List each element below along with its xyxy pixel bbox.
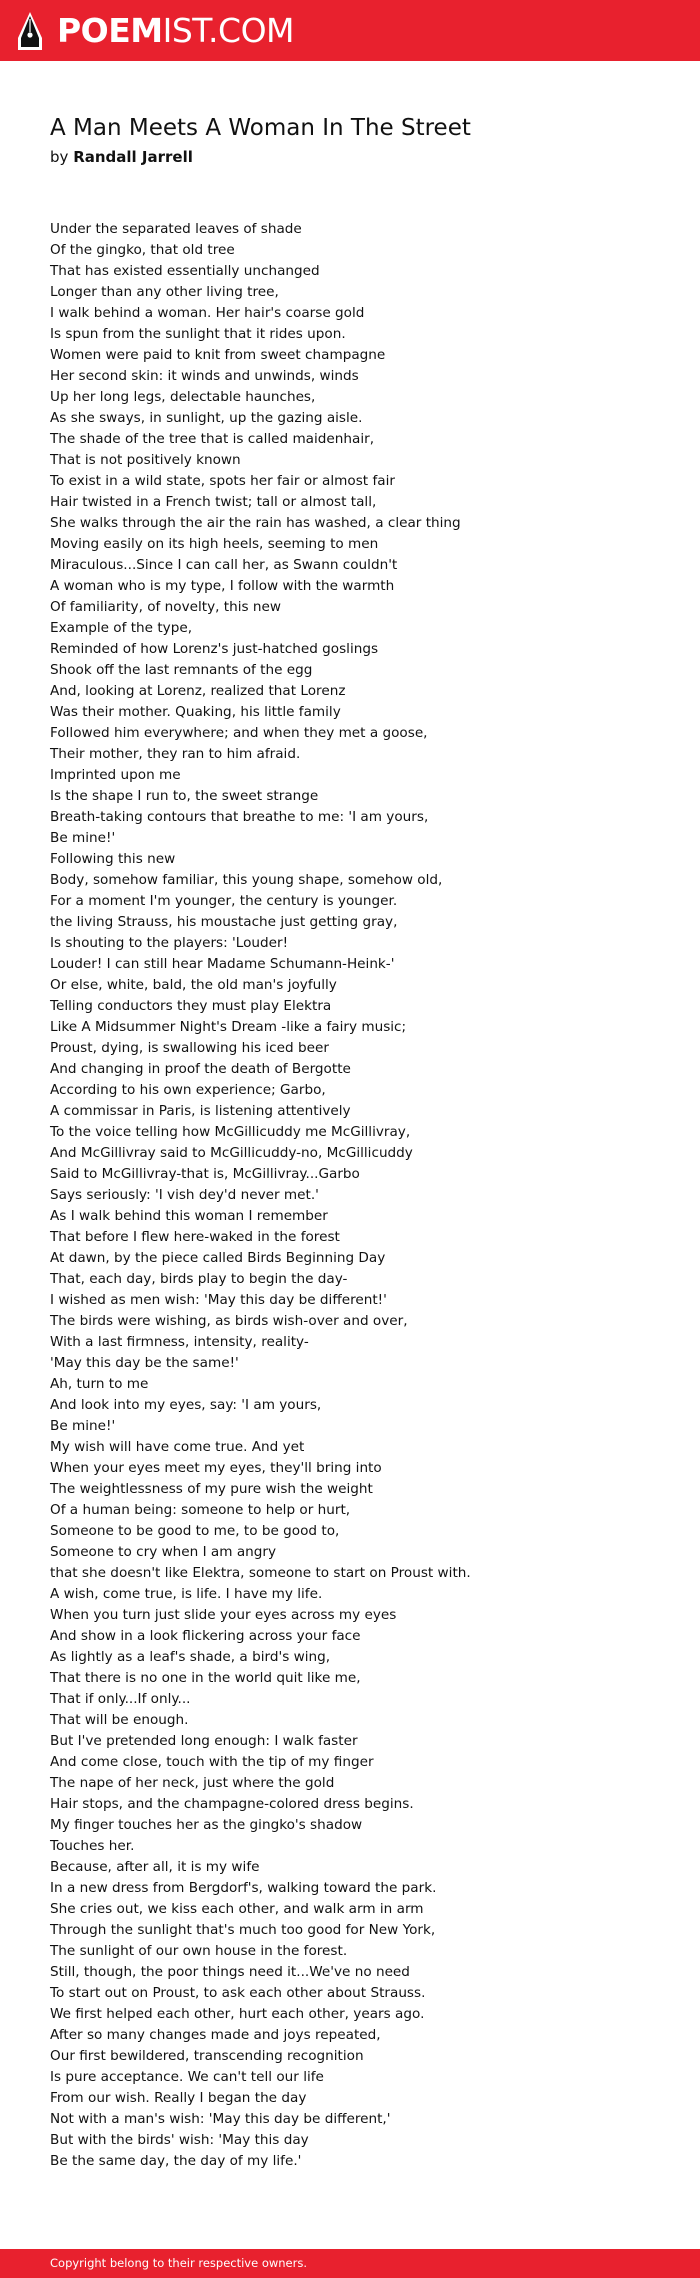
poem-line: In a new dress from Bergdorf's, walking toward the park.	[50, 1880, 437, 1896]
poem-line: Breath-taking contours that breathe to me: 'I am yours,	[50, 809, 429, 825]
poem-line: Miraculous...Since I can call her, as Swann couldn't	[50, 557, 398, 573]
poem-line: The nape of her neck, just where the gold	[50, 1775, 335, 1791]
poem-line: Their mother, they ran to him afraid.	[50, 746, 301, 762]
poem-line: The birds were wishing, as birds wish-over and over,	[50, 1313, 408, 1329]
poem-line: Is spun from the sunlight that it rides upon.	[50, 326, 346, 342]
brand-regular: IST.COM	[162, 11, 295, 50]
poem-line: Her second skin: it winds and unwinds, winds	[50, 368, 359, 384]
poem-line: That has existed essentially unchanged	[50, 263, 320, 279]
poem-line: With a last firmness, intensity, reality-	[50, 1334, 309, 1350]
poem-line: A woman who is my type, I follow with the warmth	[50, 578, 395, 594]
poem-line: Our first bewildered, transcending recognition	[50, 2048, 364, 2064]
poem-line: I wished as men wish: 'May this day be different!'	[50, 1292, 387, 1308]
poem-line: My wish will have come true. And yet	[50, 1439, 305, 1455]
poem-line: The sunlight of our own house in the forest.	[50, 1943, 348, 1959]
poem-line: Said to McGillivray-that is, McGillivray...Garbo	[50, 1166, 360, 1182]
poem-line: Of familiarity, of novelty, this new	[50, 599, 281, 615]
poem-line: A commissar in Paris, is listening attentively	[50, 1103, 351, 1119]
site-header	[0, 0, 700, 61]
poem-line: Followed him everywhere; and when they met a goose,	[50, 725, 428, 741]
poem-line: And look into my eyes, say: 'I am yours,	[50, 1397, 322, 1413]
poem-line: Like A Midsummer Night's Dream -like a fairy music;	[50, 1019, 407, 1035]
pen-nib-icon	[17, 11, 43, 51]
poem-line: But with the birds' wish: 'May this day	[50, 2132, 309, 2148]
poem-line: Or else, white, bald, the old man's joyfully	[50, 977, 337, 993]
poem-line: 'May this day be the same!'	[50, 1355, 239, 1371]
poem-line: the living Strauss, his moustache just getting gray,	[50, 914, 398, 930]
poem-line: To start out on Proust, to ask each other about Strauss.	[50, 1985, 426, 2001]
poem-line: Women were paid to knit from sweet champagne	[50, 347, 386, 363]
poem-line: To exist in a wild state, spots her fair or almost fair	[50, 473, 395, 489]
poem-line: Of a human being: someone to help or hurt,	[50, 1502, 351, 1518]
poem-line: Is pure acceptance. We can't tell our life	[50, 2069, 324, 2085]
poem-line: That if only...If only...	[50, 1691, 191, 1707]
poem-line: As I walk behind this woman I remember	[50, 1208, 328, 1224]
poem-line: As she sways, in sunlight, up the gazing aisle.	[50, 410, 363, 426]
poem-line: And come close, touch with the tip of my finger	[50, 1754, 374, 1770]
poem-line: Be the same day, the day of my life.'	[50, 2153, 302, 2169]
poem-line: A wish, come true, is life. I have my life.	[50, 1586, 323, 1602]
poem-line: Be mine!'	[50, 830, 116, 846]
poem-line: Example of the type,	[50, 620, 193, 636]
poem-line: Hair twisted in a French twist; tall or almost tall,	[50, 494, 377, 510]
poem-line: Touches her.	[50, 1838, 135, 1854]
poem-line: Louder! I can still hear Madame Schumann-Heink-'	[50, 956, 395, 972]
poem-line: That, each day, birds play to begin the day-	[50, 1271, 348, 1287]
poem-line: And show in a look flickering across your face	[50, 1628, 361, 1644]
poem-line: From our wish. Really I began the day	[50, 2090, 307, 2106]
poem-line: According to his own experience; Garbo,	[50, 1082, 326, 1098]
poem-body	[50, 219, 670, 2172]
poem-author[interactable]: Randall Jarrell	[73, 148, 193, 166]
poem-line: Says seriously: 'I vish dey'd never met.'	[50, 1187, 319, 1203]
poem-line: Still, though, the poor things need it...We've no need	[50, 1964, 410, 1980]
poem-line: Hair stops, and the champagne-colored dress begins.	[50, 1796, 414, 1812]
brand-bold: POEM	[57, 11, 163, 50]
copyright-notice: Copyright belong to their respective owners.	[50, 2256, 308, 2270]
poem-line: She cries out, we kiss each other, and walk arm in arm	[50, 1901, 424, 1917]
poem-line: Imprinted upon me	[50, 767, 181, 783]
poem-line: And McGillivray said to McGillicuddy-no, McGillicuddy	[50, 1145, 413, 1161]
by-label: by	[50, 148, 69, 166]
byline	[50, 148, 193, 166]
poem-line: For a moment I'm younger, the century is younger.	[50, 893, 398, 909]
site-brand	[57, 10, 294, 52]
poem-line: Be mine!'	[50, 1418, 116, 1434]
poem-title: A Man Meets A Woman In The Street	[50, 115, 471, 141]
poem-line: Shook off the last remnants of the egg	[50, 662, 313, 678]
poem-line: That before I flew here-waked in the forest	[50, 1229, 340, 1245]
poem-line: Longer than any other living tree,	[50, 284, 279, 300]
poem-line: That is not positively known	[50, 452, 241, 468]
poem-line: And, looking at Lorenz, realized that Lorenz	[50, 683, 346, 699]
poem-line: Someone to be good to me, to be good to,	[50, 1523, 340, 1539]
poem-line: that she doesn't like Elektra, someone to start on Proust with.	[50, 1565, 471, 1581]
poem-line: Under the separated leaves of shade	[50, 221, 302, 237]
poem-line: Because, after all, it is my wife	[50, 1859, 260, 1875]
poem-line: Is shouting to the players: 'Louder!	[50, 935, 289, 951]
site-footer	[0, 2249, 700, 2278]
poem-line: Through the sunlight that's much too good for New York,	[50, 1922, 436, 1938]
poem-line: The shade of the tree that is called maidenhair,	[50, 431, 375, 447]
poem-line: Following this new	[50, 851, 176, 867]
poem-line: I walk behind a woman. Her hair's coarse gold	[50, 305, 365, 321]
poem-line: She walks through the air the rain has washed, a clear thing	[50, 515, 461, 531]
poem-line: Someone to cry when I am angry	[50, 1544, 277, 1560]
poem-line: Reminded of how Lorenz's just-hatched goslings	[50, 641, 379, 657]
poem-line: Is the shape I run to, the sweet strange	[50, 788, 319, 804]
poem-line: Was their mother. Quaking, his little family	[50, 704, 341, 720]
poem-line: As lightly as a leaf's shade, a bird's wing,	[50, 1649, 331, 1665]
poem-line: Of the gingko, that old tree	[50, 242, 235, 258]
poem-line: We first helped each other, hurt each other, years ago.	[50, 2006, 425, 2022]
poem-line: But I've pretended long enough: I walk faster	[50, 1733, 358, 1749]
poem-line: Body, somehow familiar, this young shape, somehow old,	[50, 872, 443, 888]
poem-line: Not with a man's wish: 'May this day be different,'	[50, 2111, 391, 2127]
site-logo[interactable]	[17, 10, 294, 52]
poem-line: Proust, dying, is swallowing his iced beer	[50, 1040, 329, 1056]
poem-line: To the voice telling how McGillicuddy me McGillivray,	[50, 1124, 411, 1140]
poem-line: At dawn, by the piece called Birds Beginning Day	[50, 1250, 386, 1266]
poem-line: When you turn just slide your eyes across my eyes	[50, 1607, 397, 1623]
poem-line: Telling conductors they must play Elektra	[50, 998, 332, 1014]
poem-line: That there is no one in the world quit like me,	[50, 1670, 361, 1686]
poem-line: After so many changes made and joys repeated,	[50, 2027, 381, 2043]
poem-line: And changing in proof the death of Bergotte	[50, 1061, 351, 1077]
poem-line: Ah, turn to me	[50, 1376, 149, 1392]
poem-line: When your eyes meet my eyes, they'll bring into	[50, 1460, 382, 1476]
poem-line: Up her long legs, delectable haunches,	[50, 389, 316, 405]
poem-line: Moving easily on its high heels, seeming to men	[50, 536, 379, 552]
poem-line: The weightlessness of my pure wish the weight	[50, 1481, 373, 1497]
poem-line: That will be enough.	[50, 1712, 189, 1728]
poem-line: My finger touches her as the gingko's shadow	[50, 1817, 363, 1833]
